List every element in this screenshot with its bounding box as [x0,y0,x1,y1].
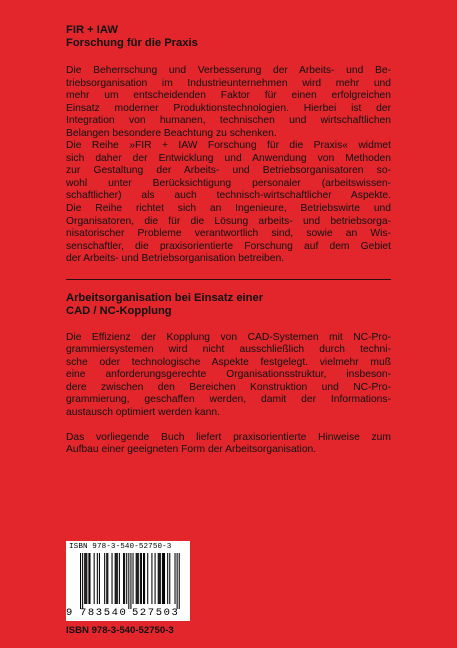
barcode-bar [82,553,83,609]
barcode-bar [159,553,160,604]
barcode-bar [167,553,168,604]
barcode-bar [99,553,100,604]
barcode-bar [163,553,164,604]
barcode-bar [86,553,87,604]
series-name-line1: FIR + IAW [66,24,118,36]
barcode-bar [160,553,161,604]
barcode-bar [133,553,134,604]
barcode-bar [130,553,131,609]
text-line: Die Effizienz der Kopplung von CAD-Systemen mit NC-Pro- [66,331,391,343]
series-description [66,65,391,266]
text-line: sich daher der Entwicklung und Anwendung von Methoden [66,152,391,164]
text-line: Die Reihe richtet sich an Ingenieure, Betriebswirte und [66,203,391,215]
barcode-bar [84,553,85,604]
series-name-line2: Forschung für die Praxis [66,37,198,49]
barcode-bar [147,553,148,604]
text-line: Einsatz moderner Produktionstechnologien. Hierbei ist der [66,102,391,114]
barcode-bar [117,553,118,604]
isbn-footer: ISBN 978-3-540-52750-3 [66,625,174,636]
series-name [66,24,391,50]
book-title-line1: Arbeitsorganisation bei Einsatz einer [66,291,264,304]
text-line: Das vorliegende Buch liefert praxisorientierte Hinweise zum [66,431,391,443]
barcode-bar [179,553,180,609]
barcode-bar [128,553,129,609]
barcode-bar [177,553,178,609]
text-line: triebsorganisation im Industrieunternehmen wird mehr und [66,77,391,89]
text-line: schaftlicher) als auch technisch-wirtschaftlicher Aspekte. [66,190,391,202]
text-line: Die Beherrschung und Verbesserung der Arbeits- und Be- [66,65,391,76]
section-divider [66,279,391,280]
text-line: Aufbau einer geeigneten Form der Arbeitsorganisation. [66,444,317,456]
barcode-bar [80,553,81,609]
text-line: Organisatoren, die für die Lösung arbeits- und betriebsorga- [66,215,391,227]
barcode-bar [158,553,159,604]
barcode-bar [104,553,105,604]
barcode-bar [119,553,120,604]
book-summary [66,432,391,457]
barcode-bar [85,553,86,604]
barcode-bar [162,553,163,604]
barcode-bar [112,553,113,604]
text-line: dere zwischen den Bereichen Konstruktion und NC-Pro- [66,381,391,393]
barcode-bar [94,553,95,604]
barcode-bar [116,553,117,604]
barcode-bar [144,553,145,604]
text-line: grammiersystemen wird nicht ausschließlich durch techni- [66,344,391,356]
barcode-digit-group: 9 [66,607,74,619]
barcode-bar [169,553,170,604]
barcode-bar [88,553,89,604]
book-description [66,332,391,420]
text-line: zur Gestaltung der Arbeits- und Betriebsorganisatoren so- [66,165,391,177]
barcode-icon [70,553,186,609]
barcode-bar [175,553,176,604]
text-line: austausch optimiert werden kann. [66,407,220,419]
text-line: eine anforderungsgerechte Organisationsstruktur, insbeson- [66,369,391,381]
barcode-bar [141,553,142,604]
barcode-bar [126,553,127,604]
barcode-bar [124,553,125,604]
text-line: senschaftler, die praxisorientierte Forschung auf dem Gebiet [66,240,391,252]
text-line: Integration von humanen, technischen und wirtschaftlichen [66,115,391,127]
barcode-isbn-text: ISBN 978-3-540-52750-3 [69,543,172,551]
barcode-bar [151,553,152,604]
barcode-bar [89,553,90,604]
text-line: Die Reihe »FIR + IAW Forschung für die Praxis« widmet [66,140,391,152]
barcode-digit-group: 527503 [132,607,180,619]
barcode-bar [115,553,116,604]
cover-text [66,24,391,457]
book-title-line2: CAD / NC-Kopplung [66,304,172,317]
barcode-bar [143,553,144,604]
barcode-bar [106,553,107,604]
text-line: grammierung, geschaffen werden, damit der Informations- [66,394,391,406]
barcode-bar [155,553,156,604]
text-line: sche oder technologische Aspekte festgelegt. vielmehr muß [66,356,391,368]
text-line: nisatorischer Probleme verantwortlich sind, sowie an Wis- [66,228,391,240]
text-line: wohl unter Berücksichtigung personaler (arbeitswissen- [66,177,391,189]
text-line: Belangen besondere Beachtung zu schenken. [66,127,277,139]
barcode-bar [137,553,138,604]
barcode-bar [164,553,165,604]
text-line: mehr um entscheidenden Faktor für einen erfolgreichen [66,90,391,102]
barcode-bar [97,553,98,604]
barcode-digit-group: 783540 [80,607,128,619]
barcode-label [66,541,190,621]
barcode-bar [140,553,141,604]
barcode-bar [107,553,108,604]
text-line: der Arbeits- und Betriebsorganisation betreiben. [66,253,285,265]
book-title [66,292,391,318]
barcode-bar [123,553,124,604]
barcode-bar [136,553,137,604]
barcode-bar [138,553,139,604]
